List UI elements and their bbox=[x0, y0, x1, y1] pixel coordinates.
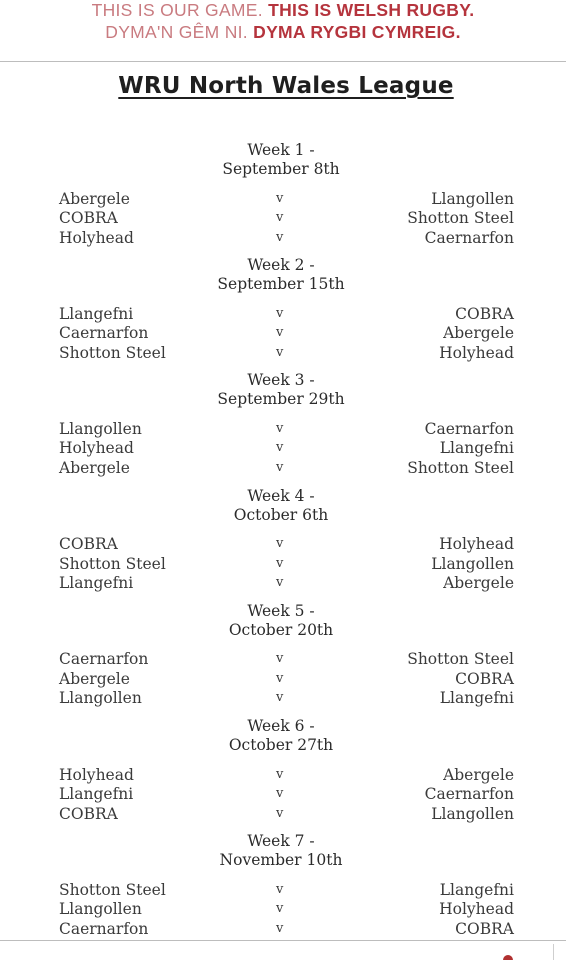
away-team: Abergele bbox=[443, 765, 514, 784]
home-team: COBRA bbox=[59, 804, 118, 823]
home-team: Caernarfon bbox=[59, 919, 149, 938]
fixture-row bbox=[0, 323, 566, 343]
banner-welsh-emphasis: DYMA RYGBI CYMREIG. bbox=[253, 22, 461, 42]
footer-divider bbox=[0, 940, 566, 941]
home-team: Abergele bbox=[59, 669, 130, 688]
versus-mark: v bbox=[276, 305, 284, 321]
fixture-row bbox=[0, 919, 566, 939]
home-team: Caernarfon bbox=[59, 324, 149, 343]
week-date: November 10th bbox=[219, 851, 343, 870]
fixture-row bbox=[0, 419, 566, 439]
versus-mark: v bbox=[276, 440, 284, 456]
week-3-block bbox=[0, 371, 566, 487]
week-date: October 6th bbox=[233, 505, 329, 524]
home-team: Llangollen bbox=[59, 689, 142, 708]
home-team: Holyhead bbox=[59, 228, 134, 247]
edge-divider bbox=[553, 944, 554, 960]
week-date: September 8th bbox=[222, 160, 340, 178]
away-team: Shotton Steel bbox=[407, 209, 514, 227]
away-team: Abergele bbox=[443, 574, 514, 593]
fixture-row bbox=[0, 228, 566, 248]
versus-mark: v bbox=[276, 786, 284, 801]
away-team: Holyhead bbox=[439, 535, 514, 554]
fixture-row bbox=[0, 343, 566, 363]
away-team: Llangollen bbox=[431, 189, 514, 208]
away-team: Llangollen bbox=[431, 804, 514, 823]
home-team: Llangollen bbox=[59, 419, 142, 438]
fixture-row bbox=[0, 669, 566, 689]
week-7-block bbox=[0, 832, 566, 948]
versus-mark: v bbox=[276, 190, 284, 206]
fixture-row bbox=[0, 189, 566, 209]
week-6-block bbox=[0, 717, 566, 833]
week-4-block bbox=[0, 487, 566, 603]
week-label: Week 3 - bbox=[247, 371, 315, 390]
versus-mark: v bbox=[276, 420, 284, 436]
fixture-row bbox=[0, 804, 566, 824]
page-title-text: WRU North Wales League bbox=[118, 73, 454, 99]
away-team: Caernarfon bbox=[424, 785, 514, 803]
banner-english-slogan: THIS IS OUR GAME. bbox=[91, 0, 263, 20]
home-team: Abergele bbox=[59, 189, 130, 208]
week-label: Week 6 - bbox=[247, 717, 315, 735]
versus-mark: v bbox=[276, 920, 284, 936]
home-team: Shotton Steel bbox=[59, 880, 166, 899]
versus-mark: v bbox=[276, 690, 284, 706]
week-date: October 20th bbox=[228, 620, 334, 639]
versus-mark: v bbox=[276, 459, 284, 475]
fixture-row bbox=[0, 688, 566, 708]
week-label: Week 2 - bbox=[247, 256, 315, 275]
home-team: Llangefni bbox=[59, 304, 134, 323]
fixture-row bbox=[0, 438, 566, 458]
fixture-row bbox=[0, 534, 566, 554]
banner-english-line bbox=[0, 0, 566, 21]
logo-fragment-icon bbox=[503, 955, 513, 960]
fixture-row bbox=[0, 304, 566, 324]
fixture-row bbox=[0, 899, 566, 919]
week-label: Week 7 - bbox=[247, 832, 315, 851]
fixture-row bbox=[0, 765, 566, 785]
away-team: Caernarfon bbox=[424, 419, 514, 438]
home-team: Holyhead bbox=[59, 765, 134, 784]
welsh-rugby-banner bbox=[0, 0, 566, 62]
home-team: COBRA bbox=[59, 535, 118, 554]
home-team: Shotton Steel bbox=[59, 554, 166, 573]
week-date: September 15th bbox=[217, 275, 345, 294]
fixture-row bbox=[0, 573, 566, 593]
week-label: Week 1 - bbox=[247, 141, 315, 159]
fixture-row bbox=[0, 784, 566, 804]
versus-mark: v bbox=[276, 555, 284, 571]
week-date: September 29th bbox=[217, 390, 345, 409]
home-team: COBRA bbox=[59, 209, 118, 227]
versus-mark: v bbox=[276, 344, 284, 360]
banner-welsh-slogan: DYMA'N GÊM NI. bbox=[105, 22, 248, 42]
banner-welsh-line bbox=[0, 22, 566, 43]
versus-mark: v bbox=[276, 210, 284, 225]
home-team: Caernarfon bbox=[59, 650, 149, 669]
versus-mark: v bbox=[276, 325, 284, 341]
home-team: Abergele bbox=[59, 458, 130, 477]
week-5-block bbox=[0, 602, 566, 718]
fixture-row bbox=[0, 554, 566, 574]
versus-mark: v bbox=[276, 881, 284, 897]
away-team: Caernarfon bbox=[424, 228, 514, 247]
fixture-row bbox=[0, 649, 566, 669]
banner-divider bbox=[0, 61, 566, 62]
week-date: October 27th bbox=[228, 736, 334, 754]
page-title bbox=[0, 73, 566, 99]
week-label: Week 5 - bbox=[247, 601, 315, 620]
versus-mark: v bbox=[276, 901, 284, 917]
away-team: COBRA bbox=[455, 919, 514, 938]
away-team: Holyhead bbox=[439, 900, 514, 919]
away-team: Shotton Steel bbox=[407, 458, 514, 477]
away-team: Abergele bbox=[443, 324, 514, 343]
home-team: Holyhead bbox=[59, 439, 134, 458]
week-label: Week 4 - bbox=[247, 486, 315, 505]
week-2-block bbox=[0, 256, 566, 372]
banner-english-emphasis: THIS IS WELSH RUGBY. bbox=[268, 0, 475, 20]
home-team: Shotton Steel bbox=[59, 343, 166, 362]
fixture-row bbox=[0, 208, 566, 228]
away-team: COBRA bbox=[455, 669, 514, 688]
away-team: Shotton Steel bbox=[407, 650, 514, 669]
away-team: Holyhead bbox=[439, 343, 514, 362]
fixture-row bbox=[0, 880, 566, 900]
away-team: Llangefni bbox=[439, 880, 514, 899]
away-team: Llangefni bbox=[439, 439, 514, 458]
versus-mark: v bbox=[276, 229, 284, 245]
versus-mark: v bbox=[276, 766, 284, 782]
away-team: Llangollen bbox=[431, 554, 514, 573]
versus-mark: v bbox=[276, 536, 284, 552]
versus-mark: v bbox=[276, 670, 284, 686]
week-1-block bbox=[0, 141, 566, 257]
away-team: Llangefni bbox=[439, 689, 514, 708]
home-team: Llangefni bbox=[59, 574, 134, 593]
away-team: COBRA bbox=[455, 304, 514, 323]
versus-mark: v bbox=[276, 805, 284, 821]
fixture-row bbox=[0, 458, 566, 478]
home-team: Llangefni bbox=[59, 785, 134, 803]
home-team: Llangollen bbox=[59, 900, 142, 919]
versus-mark: v bbox=[276, 651, 284, 667]
versus-mark: v bbox=[276, 575, 284, 591]
